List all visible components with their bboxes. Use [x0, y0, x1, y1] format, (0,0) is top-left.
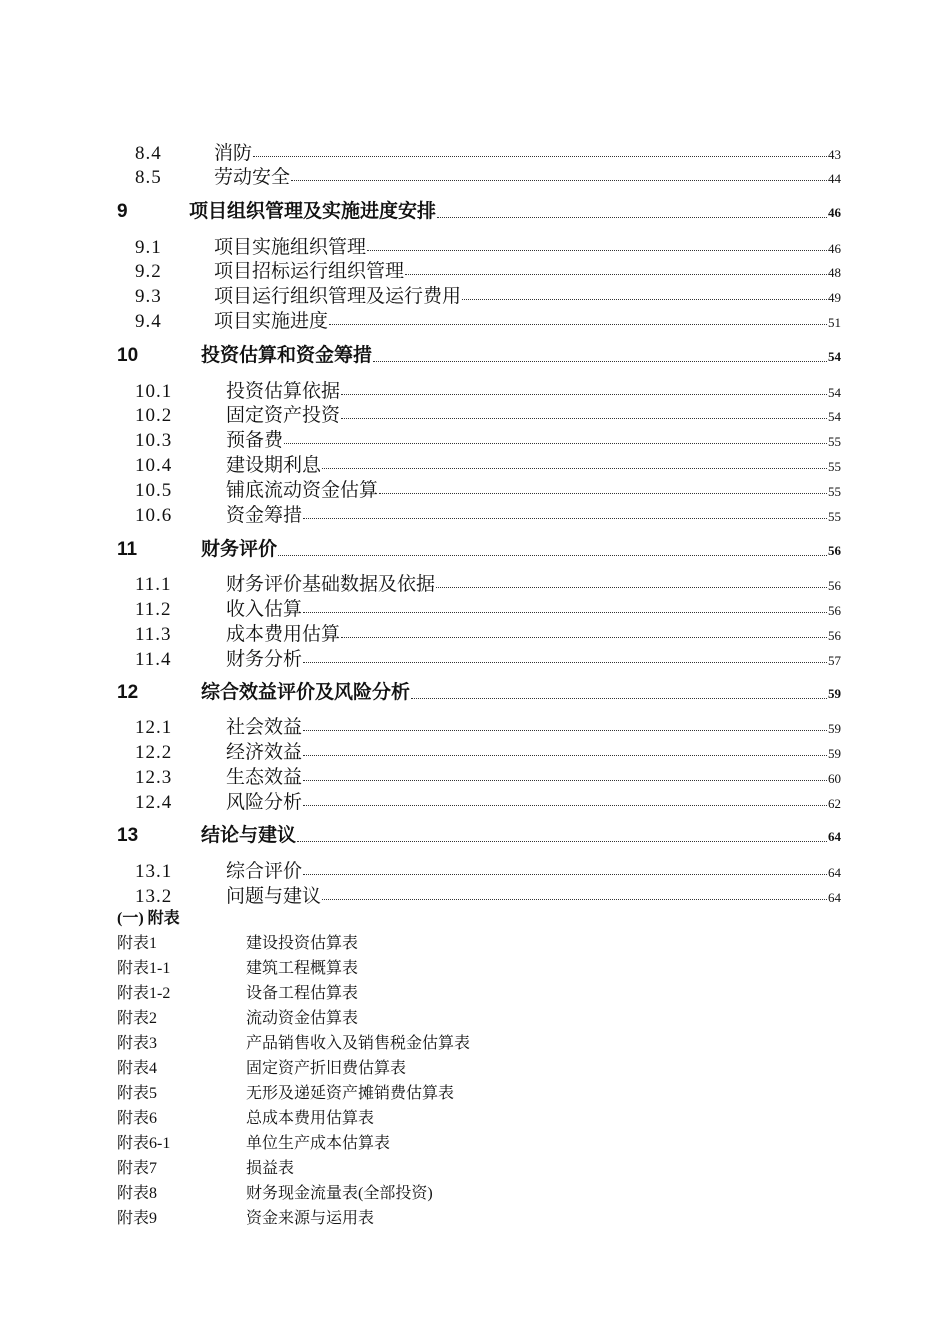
- toc-leader-dots: [297, 840, 827, 842]
- toc-chapter-12[interactable]: [117, 677, 841, 705]
- toc-number: 11.4: [135, 649, 172, 670]
- toc-chapter-9[interactable]: [117, 196, 841, 224]
- toc-entry-8-4[interactable]: [117, 138, 841, 163]
- toc-leader-dots: [462, 298, 827, 300]
- toc-page-number: 62: [828, 796, 841, 811]
- toc-title: 综合评价: [226, 861, 303, 882]
- appendix-item[interactable]: [117, 980, 358, 1004]
- toc-title: 项目实施组织管理: [214, 237, 367, 258]
- toc-entry-11-3[interactable]: [117, 619, 841, 644]
- toc-leader-dots: [329, 323, 827, 325]
- toc-title: 固定资产投资: [226, 405, 341, 426]
- toc-number: 9.4: [135, 311, 162, 332]
- toc-leader-dots: [303, 873, 827, 875]
- toc-leader-dots: [379, 492, 827, 494]
- toc-leader-dots: [303, 779, 827, 781]
- toc-page-number: 55: [828, 434, 841, 449]
- toc-page-number: 59: [828, 721, 841, 736]
- appendix-title: 无形及递延资产摊销费估算表: [246, 1085, 455, 1102]
- toc-entry-10-3[interactable]: [117, 425, 841, 450]
- toc-number: 10.5: [135, 480, 173, 501]
- toc-title: 铺底流动资金估算: [226, 480, 379, 501]
- toc-chapter-10[interactable]: [117, 340, 841, 368]
- toc-entry-10-2[interactable]: [117, 400, 841, 425]
- appendix-title: 资金来源与运用表: [246, 1210, 375, 1227]
- toc-leader-dots: [373, 360, 827, 362]
- appendix-title: 损益表: [246, 1160, 295, 1177]
- toc-leader-dots: [341, 417, 827, 419]
- toc-title: 项目招标运行组织管理: [214, 261, 405, 282]
- toc-title: 结论与建议: [201, 825, 297, 846]
- toc-number: 12.1: [135, 717, 173, 738]
- toc-page-number: 59: [828, 686, 841, 701]
- toc-leader-dots: [437, 216, 827, 218]
- toc-page-number: 56: [828, 603, 841, 618]
- toc-title: 财务评价: [201, 539, 278, 560]
- appendix-code: 附表1-2: [117, 985, 171, 1002]
- toc-title: 预备费: [226, 430, 284, 451]
- toc-entry-10-6[interactable]: [117, 500, 841, 525]
- toc-leader-dots: [341, 393, 827, 395]
- toc-title: 项目组织管理及实施进度安排: [189, 201, 437, 222]
- toc-title: 生态效益: [226, 767, 303, 788]
- toc-number: 11.3: [135, 624, 172, 645]
- toc-leader-dots: [303, 754, 827, 756]
- appendix-title: 总成本费用估算表: [246, 1110, 375, 1127]
- toc-page-number: 46: [828, 241, 841, 256]
- appendix-title: 设备工程估算表: [246, 985, 359, 1002]
- toc-entry-13-2[interactable]: [117, 881, 841, 906]
- appendix-code: 附表7: [117, 1160, 158, 1177]
- toc-title: 劳动安全: [214, 167, 291, 188]
- toc-entry-12-2[interactable]: [117, 737, 841, 762]
- toc-number: 10.1: [135, 381, 173, 402]
- toc-title: 收入估算: [226, 599, 303, 620]
- toc-leader-dots: [436, 586, 827, 588]
- appendix-item[interactable]: [117, 930, 358, 954]
- appendix-item[interactable]: [117, 1105, 374, 1129]
- toc-title: 综合效益评价及风险分析: [201, 682, 411, 703]
- toc-page-number: 55: [828, 459, 841, 474]
- appendix-title: 固定资产折旧费估算表: [246, 1060, 407, 1077]
- toc-entry-12-4[interactable]: [117, 787, 841, 812]
- toc-title: 建设期利息: [226, 455, 322, 476]
- appendix-code: 附表9: [117, 1210, 158, 1227]
- toc-page-number: 46: [828, 205, 841, 220]
- toc-number: 12.4: [135, 792, 173, 813]
- toc-leader-dots: [322, 467, 827, 469]
- toc-title: 项目实施进度: [214, 311, 329, 332]
- appendix-title: 流动资金估算表: [246, 1010, 359, 1027]
- appendix-code: 附表6: [117, 1110, 158, 1127]
- toc-leader-dots: [291, 179, 827, 181]
- toc-page-number: 54: [828, 385, 841, 400]
- toc-leader-dots: [303, 729, 827, 731]
- appendix-item[interactable]: [117, 1080, 454, 1104]
- toc-number: 13: [117, 825, 139, 846]
- toc-title: 问题与建议: [226, 886, 322, 907]
- toc-entry-9-3[interactable]: [117, 281, 841, 306]
- toc-page-number: 55: [828, 484, 841, 499]
- appendix-title: 财务现金流量表(全部投资): [246, 1185, 433, 1202]
- toc-page-number: 56: [828, 543, 841, 558]
- toc-page-number: 49: [828, 290, 841, 305]
- appendix-title: 单位生产成本估算表: [246, 1135, 391, 1152]
- toc-number: 8.5: [135, 167, 162, 188]
- toc-page-number: 60: [828, 771, 841, 786]
- toc-entry-13-1[interactable]: [117, 856, 841, 881]
- appendix-code: 附表4: [117, 1060, 158, 1077]
- toc-title: 社会效益: [226, 717, 303, 738]
- toc-number: 11.1: [135, 574, 172, 595]
- toc-leader-dots: [278, 554, 827, 556]
- toc-leader-dots: [284, 442, 827, 444]
- toc-page-number: 56: [828, 628, 841, 643]
- toc-entry-12-1[interactable]: [117, 712, 841, 737]
- toc-number: 10.6: [135, 505, 173, 526]
- toc-number: 9: [117, 201, 128, 222]
- appendix-item[interactable]: [117, 1130, 390, 1154]
- toc-leader-dots: [303, 804, 827, 806]
- toc-title: 财务评价基础数据及依据: [226, 574, 436, 595]
- toc-leader-dots: [303, 517, 827, 519]
- toc-page-number: 64: [828, 865, 841, 880]
- toc-number: 10: [117, 345, 139, 366]
- appendix-code: 附表8: [117, 1185, 158, 1202]
- toc-entry-10-5[interactable]: [117, 475, 841, 500]
- toc-number: 10.3: [135, 430, 173, 451]
- appendix-item[interactable]: [117, 1005, 358, 1029]
- toc-title: 投资估算依据: [226, 381, 341, 402]
- appendix-item[interactable]: [117, 1055, 406, 1079]
- toc-number: 10.4: [135, 455, 173, 476]
- toc-entry-11-4[interactable]: [117, 644, 841, 669]
- appendix-code: 附表1-1: [117, 960, 171, 977]
- appendix-code: 附表5: [117, 1085, 158, 1102]
- appendix-code: 附表6-1: [117, 1135, 171, 1152]
- toc-page-number: 51: [828, 315, 841, 330]
- toc-number: 12: [117, 682, 139, 703]
- toc-entry-8-5[interactable]: [117, 162, 841, 187]
- toc-number: 11: [117, 539, 138, 560]
- toc-entry-9-1[interactable]: [117, 232, 841, 257]
- toc-page-number: 48: [828, 265, 841, 280]
- toc-chapter-11[interactable]: [117, 534, 841, 562]
- toc-title: 消防: [214, 143, 253, 164]
- toc-title: 资金筹措: [226, 505, 303, 526]
- toc-number: 12.3: [135, 767, 173, 788]
- toc-leader-dots: [411, 697, 827, 699]
- appendix-item[interactable]: [117, 1155, 294, 1179]
- appendix-title: 产品销售收入及销售税金估算表: [246, 1035, 471, 1052]
- toc-title: 投资估算和资金筹措: [201, 345, 373, 366]
- appendix-code: 附表2: [117, 1010, 158, 1027]
- toc-title: 项目运行组织管理及运行费用: [214, 286, 462, 307]
- toc-page-number: 54: [828, 409, 841, 424]
- toc-page-number: 44: [828, 171, 841, 186]
- appendix-code: 附表3: [117, 1035, 158, 1052]
- appendix-heading: (一) 附表: [117, 910, 180, 927]
- toc-entry-10-4[interactable]: [117, 450, 841, 475]
- toc-title: 风险分析: [226, 792, 303, 813]
- toc-page-number: 54: [828, 349, 841, 364]
- toc-entry-9-2[interactable]: [117, 256, 841, 281]
- toc-entry-11-2[interactable]: [117, 594, 841, 619]
- toc-title: 成本费用估算: [226, 624, 341, 645]
- toc-page-number: 57: [828, 653, 841, 668]
- appendix-item[interactable]: [117, 955, 358, 979]
- toc-number: 9.2: [135, 261, 162, 282]
- toc-number: 9.3: [135, 286, 162, 307]
- toc-title: 经济效益: [226, 742, 303, 763]
- appendix-item[interactable]: [117, 1205, 374, 1229]
- toc-title: 财务分析: [226, 649, 303, 670]
- toc-number: 12.2: [135, 742, 173, 763]
- appendix-item[interactable]: [117, 1030, 470, 1054]
- toc-leader-dots: [303, 611, 827, 613]
- appendix-item[interactable]: [117, 1180, 433, 1204]
- toc-page-number: 43: [828, 147, 841, 162]
- toc-leader-dots: [253, 155, 827, 157]
- toc-entry-11-1[interactable]: [117, 569, 841, 594]
- toc-leader-dots: [322, 898, 827, 900]
- toc-page-number: 59: [828, 746, 841, 761]
- toc-page-number: 56: [828, 578, 841, 593]
- toc-page-number: 64: [828, 890, 841, 905]
- toc-number: 8.4: [135, 143, 162, 164]
- toc-leader-dots: [303, 661, 827, 663]
- toc-page-number: 55: [828, 509, 841, 524]
- toc-entry-10-1[interactable]: [117, 376, 841, 401]
- toc-leader-dots: [405, 273, 827, 275]
- toc-chapter-13[interactable]: [117, 820, 841, 848]
- toc-page-number: 64: [828, 829, 841, 844]
- toc-number: 11.2: [135, 599, 172, 620]
- appendix-title: 建设投资估算表: [246, 935, 359, 952]
- toc-number: 9.1: [135, 237, 162, 258]
- toc-number: 13.2: [135, 886, 173, 907]
- toc-entry-9-4[interactable]: [117, 306, 841, 331]
- toc-entry-12-3[interactable]: [117, 762, 841, 787]
- toc-leader-dots: [367, 249, 827, 251]
- toc-number: 13.1: [135, 861, 173, 882]
- toc-number: 10.2: [135, 405, 173, 426]
- appendix-code: 附表1: [117, 935, 158, 952]
- appendix-title: 建筑工程概算表: [246, 960, 359, 977]
- toc-leader-dots: [341, 636, 827, 638]
